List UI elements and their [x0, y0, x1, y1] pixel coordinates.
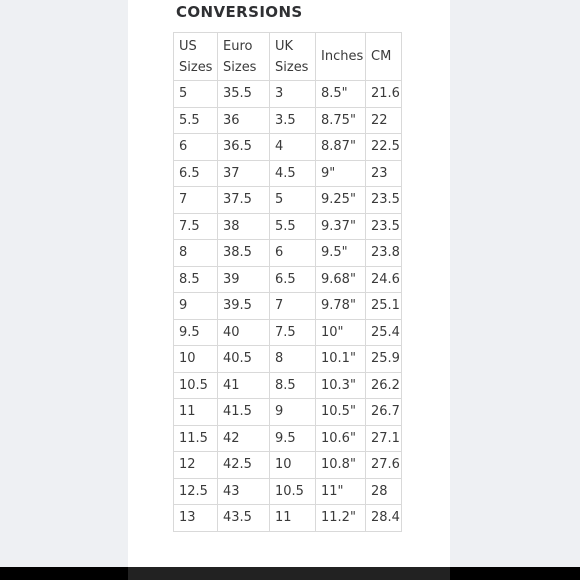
cell-uk-size: 8.5: [270, 372, 316, 399]
cell-euro-size: 37.5: [218, 187, 270, 214]
cell-inches: 10.1": [316, 346, 366, 373]
cell-euro-size: 38.5: [218, 240, 270, 267]
cell-euro-size: 39.5: [218, 293, 270, 320]
cell-inches: 9.78": [316, 293, 366, 320]
cell-us-size: 5.5: [174, 107, 218, 134]
header-us-sizes: US Sizes: [174, 33, 218, 81]
header-euro-sizes: Euro Sizes: [218, 33, 270, 81]
cell-euro-size: 40: [218, 319, 270, 346]
cell-euro-size: 43: [218, 478, 270, 505]
cell-us-size: 13: [174, 505, 218, 532]
table-row: [174, 478, 402, 505]
cell-cm: 27.6: [366, 452, 402, 479]
cell-cm: 23: [366, 160, 402, 187]
cell-uk-size: 7: [270, 293, 316, 320]
cell-uk-size: 4: [270, 134, 316, 161]
cell-inches: 10.6": [316, 425, 366, 452]
cell-inches: 11.2": [316, 505, 366, 532]
cell-uk-size: 10: [270, 452, 316, 479]
cell-us-size: 11: [174, 399, 218, 426]
cell-us-size: 6.5: [174, 160, 218, 187]
cell-euro-size: 42: [218, 425, 270, 452]
cell-cm: 24.6: [366, 266, 402, 293]
cell-uk-size: 5: [270, 187, 316, 214]
cell-us-size: 11.5: [174, 425, 218, 452]
table-row: [174, 452, 402, 479]
table-row: [174, 187, 402, 214]
cell-uk-size: 6.5: [270, 266, 316, 293]
table-row: [174, 213, 402, 240]
cell-uk-size: 6: [270, 240, 316, 267]
table-row: [174, 319, 402, 346]
cell-uk-size: 4.5: [270, 160, 316, 187]
cell-euro-size: 36.5: [218, 134, 270, 161]
cell-uk-size: 9: [270, 399, 316, 426]
cell-us-size: 9.5: [174, 319, 218, 346]
cell-cm: 23.5: [366, 213, 402, 240]
cell-cm: 25.4: [366, 319, 402, 346]
table-row: [174, 372, 402, 399]
table-row: [174, 505, 402, 532]
cell-inches: 10.3": [316, 372, 366, 399]
cell-inches: 10.8": [316, 452, 366, 479]
table-row: [174, 160, 402, 187]
cell-euro-size: 37: [218, 160, 270, 187]
cell-euro-size: 35.5: [218, 81, 270, 108]
header-uk-sizes: UK Sizes: [270, 33, 316, 81]
cell-us-size: 10.5: [174, 372, 218, 399]
table-row: [174, 266, 402, 293]
table-row: [174, 81, 402, 108]
page-title: CONVERSIONS: [176, 3, 303, 21]
cell-uk-size: 3: [270, 81, 316, 108]
cell-inches: 9": [316, 160, 366, 187]
table-row: [174, 240, 402, 267]
cell-inches: 10.5": [316, 399, 366, 426]
cell-us-size: 5: [174, 81, 218, 108]
cell-euro-size: 41: [218, 372, 270, 399]
cell-cm: 26.7: [366, 399, 402, 426]
table-row: [174, 134, 402, 161]
cell-inches: 8.5": [316, 81, 366, 108]
cell-cm: 28.4: [366, 505, 402, 532]
cell-cm: 21.6: [366, 81, 402, 108]
cell-uk-size: 5.5: [270, 213, 316, 240]
bottom-bar-center: [128, 567, 450, 580]
table-row: [174, 293, 402, 320]
cell-us-size: 10: [174, 346, 218, 373]
cell-uk-size: 8: [270, 346, 316, 373]
cell-us-size: 9: [174, 293, 218, 320]
cell-euro-size: 41.5: [218, 399, 270, 426]
cell-inches: 10": [316, 319, 366, 346]
cell-euro-size: 42.5: [218, 452, 270, 479]
header-cm: CM: [366, 33, 402, 81]
cell-us-size: 8.5: [174, 266, 218, 293]
table-row: [174, 107, 402, 134]
header-inches: Inches: [316, 33, 366, 81]
cell-inches: 11": [316, 478, 366, 505]
cell-cm: 23.5: [366, 187, 402, 214]
cell-uk-size: 3.5: [270, 107, 316, 134]
cell-uk-size: 7.5: [270, 319, 316, 346]
size-conversion-table: [173, 32, 402, 532]
cell-us-size: 12: [174, 452, 218, 479]
cell-us-size: 12.5: [174, 478, 218, 505]
cell-uk-size: 10.5: [270, 478, 316, 505]
table-row: [174, 346, 402, 373]
table-row: [174, 399, 402, 426]
cell-euro-size: 43.5: [218, 505, 270, 532]
cell-euro-size: 39: [218, 266, 270, 293]
cell-inches: 9.68": [316, 266, 366, 293]
cell-us-size: 6: [174, 134, 218, 161]
cell-cm: 25.9: [366, 346, 402, 373]
cell-euro-size: 40.5: [218, 346, 270, 373]
cell-cm: 22.5: [366, 134, 402, 161]
cell-cm: 25.1: [366, 293, 402, 320]
cell-uk-size: 9.5: [270, 425, 316, 452]
cell-us-size: 7: [174, 187, 218, 214]
cell-euro-size: 36: [218, 107, 270, 134]
cell-cm: 26.2: [366, 372, 402, 399]
cell-us-size: 8: [174, 240, 218, 267]
table-header-row: [174, 33, 402, 81]
cell-inches: 8.75": [316, 107, 366, 134]
table-row: [174, 425, 402, 452]
cell-inches: 8.87": [316, 134, 366, 161]
cell-uk-size: 11: [270, 505, 316, 532]
cell-us-size: 7.5: [174, 213, 218, 240]
cell-cm: 27.1: [366, 425, 402, 452]
cell-euro-size: 38: [218, 213, 270, 240]
cell-inches: 9.25": [316, 187, 366, 214]
cell-cm: 28: [366, 478, 402, 505]
cell-inches: 9.5": [316, 240, 366, 267]
cell-cm: 22: [366, 107, 402, 134]
cell-inches: 9.37": [316, 213, 366, 240]
table-body: [174, 81, 402, 532]
cell-cm: 23.8: [366, 240, 402, 267]
